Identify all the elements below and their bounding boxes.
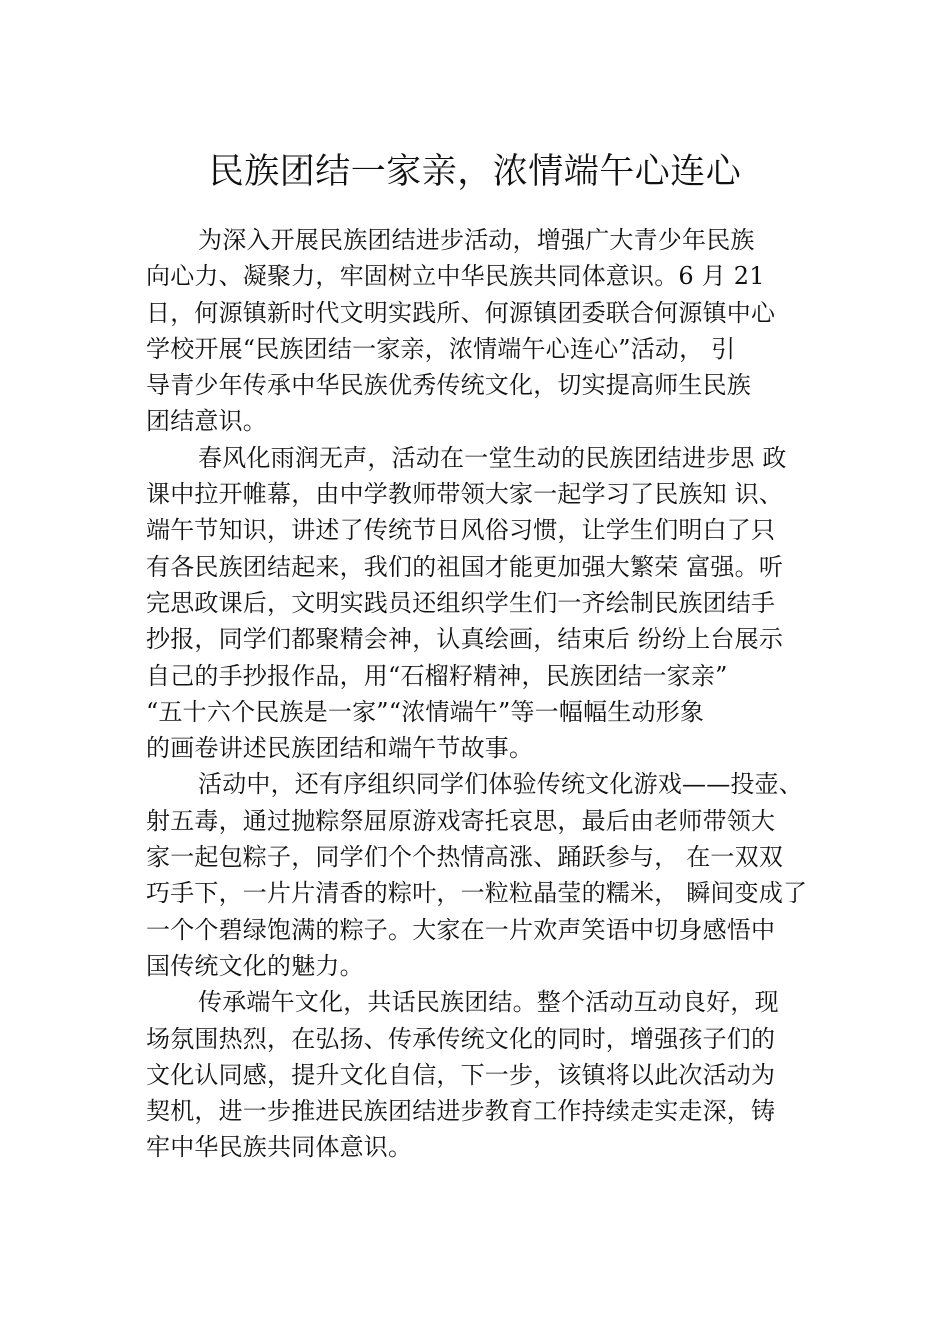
text-line: 有各民族团结起来，我们的祖国才能更加强大繁荣 富强。听 [146, 552, 784, 581]
text-line: 日，何源镇新时代文明实践所、何源镇团委联合何源镇中心 [146, 298, 776, 327]
text-line: 牢中华民族共同体意识。 [146, 1133, 413, 1162]
text-line: 一个个碧绿饱满的粽子。大家在一片欢声笑语中切身感悟中 [146, 915, 776, 944]
text-line: 学校开展“民族团结一家亲，浓情端午心连心”活动， 引 [146, 334, 736, 363]
article-body [146, 222, 826, 1166]
text-line: 巧手下，一片片清香的粽叶，一粒粒晶莹的糯米， 瞬间变成了 [146, 879, 808, 908]
text-line: 抄报，同学们都聚精会神，认真绘画，结束后 纷纷上台展示 [146, 625, 784, 654]
text-line: 的画卷讲述民族团结和端午节故事。 [146, 734, 534, 763]
text-line: 家一起包粽子，同学们个个热情高涨、踊跃参与， 在一双双 [146, 843, 784, 872]
text-line: 文化认同感，提升文化自信，下一步，该镇将以此次活动为 [146, 1060, 776, 1089]
text-line: 射五毒，通过抛粽祭屈原游戏寄托哀思，最后由老师带领大 [146, 806, 776, 835]
text-line: 国传统文化的魅力。 [146, 951, 364, 980]
text-line: 自己的手抄报作品，用“石榴籽精神，民族团结一家亲” [146, 661, 728, 690]
text-line: 契机，进一步推进民族团结进步教育工作持续走实走深，铸 [146, 1097, 776, 1126]
text-line: 传承端午文化，共话民族团结。整个活动互动良好，现 [198, 988, 779, 1017]
text-line: 导青少年传承中华民族优秀传统文化，切实提高师生民族 [146, 371, 751, 400]
page-title: 民族团结一家亲，浓情端午心连心 [208, 152, 742, 192]
text-line: 团结意识。 [146, 407, 267, 436]
text-line: 活动中，还有序组织同学们体验传统文化游戏——投壶、 [198, 770, 803, 799]
text-line: 完思政课后，文明实践员还组织学生们一齐绘制民族团结手 [146, 588, 776, 617]
text-line: 场氛围热烈，在弘扬、传承传统文化的同时，增强孩子们的 [146, 1024, 776, 1053]
text-line: 春风化雨润无声，活动在一堂生动的民族团结进步思 政 [198, 443, 787, 472]
text-line: 端午节知识，讲述了传统节日风俗习惯，让学生们明白了只 [146, 516, 776, 545]
text-line: 课中拉开帷幕，由中学教师带领大家一起学习了民族知 识、 [146, 480, 784, 509]
text-line: 为深入开展民族团结进步活动，增强广大青少年民族 [198, 226, 755, 254]
text-line: 向心力、凝聚力，牢固树立中华民族共同体意识。6 月 21 [146, 262, 765, 291]
text-line: “五十六个民族是一家”“浓情端午”等一幅幅生动形象 [146, 697, 705, 726]
